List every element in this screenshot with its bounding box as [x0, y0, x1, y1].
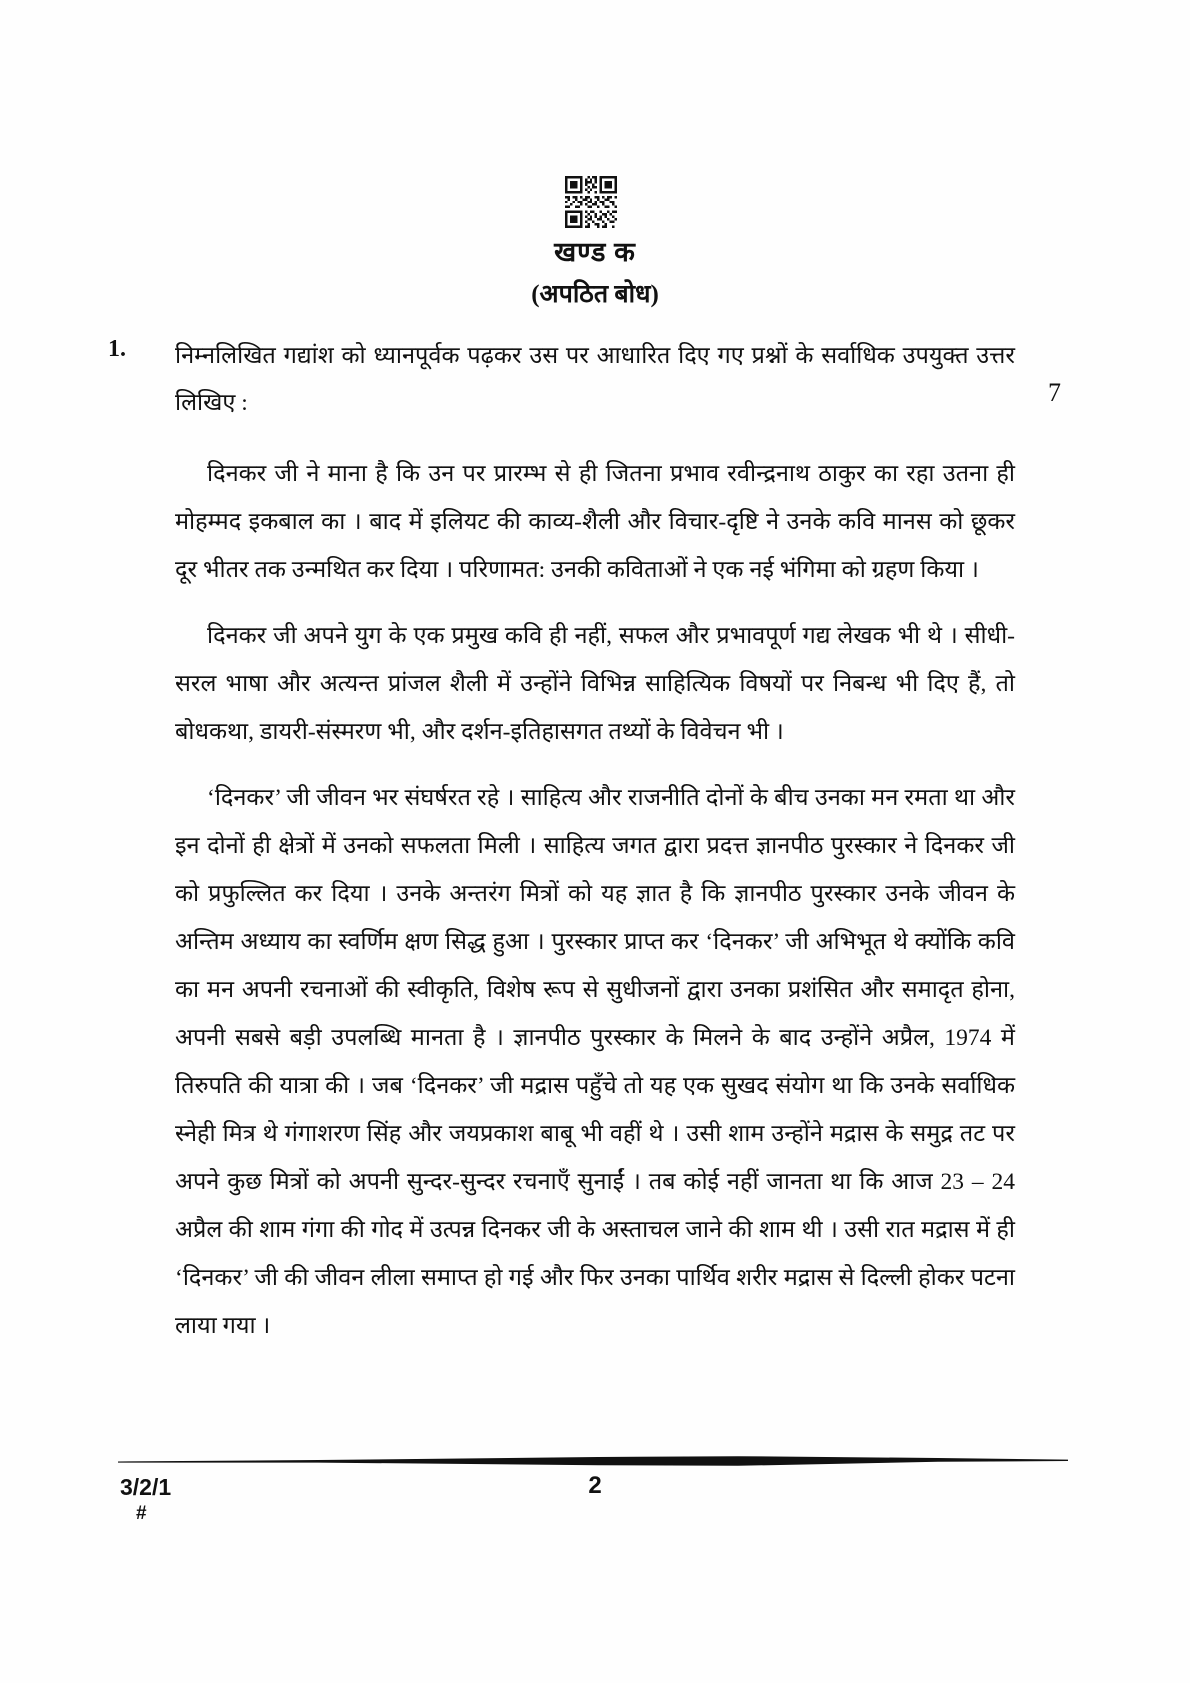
question-number: 1.: [108, 336, 126, 362]
page-number: 2: [588, 1472, 602, 1499]
passage-paragraph-2: दिनकर जी अपने युग के एक प्रमुख कवि ही नहीं, सफल और प्रभावपूर्ण गद्य लेखक भी थे । सीधी-सरल भाषा और अत्यन्त प्रांजल शैली में उन्होंने विभिन्न साहित्यिक विषयों पर निबन्ध भी दिए हैं, तो बोधकथा, डायरी-संस्मरण भी, और दर्शन-इतिहासगत तथ्यों के विवेचन भी ।: [175, 623, 1015, 745]
passage: [175, 450, 1015, 1350]
section-heading: खण्ड क: [554, 237, 636, 267]
question-marks: 7: [1048, 378, 1061, 407]
passage-paragraph-1: दिनकर जी ने माना है कि उन पर प्रारम्भ से ही जितना प्रभाव रवीन्द्रनाथ ठाकुर का रहा उतना ही मोहम्मद इकबाल का । बाद में इलियट की काव्य-शैली और विचार-दृष्टि ने उनके कवि मानस को छूकर दूर भीतर तक उन्मथित कर दिया । परिणामत: उनकी कविताओं ने एक नई भंगिमा को ग्रहण किया ।: [175, 461, 1015, 583]
qr-code-icon: [565, 176, 617, 228]
question-instruction: निम्नलिखित गद्यांश को ध्यानपूर्वक पढ़कर उस पर आधारित दिए गए प्रश्नों के सर्वाधिक उपयुक्त उत्तर लिखिए :: [175, 343, 1015, 416]
passage-paragraph-3: ‘दिनकर’ जी जीवन भर संघर्षरत रहे । साहित्य और राजनीति दोनों के बीच उनका मन रमता था और इन दोनों ही क्षेत्रों में उनको सफलता मिली । साहित्य जगत द्वारा प्रदत्त ज्ञानपीठ पुरस्कार ने दिनकर जी को प्रफुल्लित कर दिया । उनके अन्तरंग मित्रों को यह ज्ञात है कि ज्ञानपीठ पुरस्कार उनके जीवन के अन्तिम अध्याय का स्वर्णिम क्षण सिद्ध हुआ । पुरस्कार प्राप्त कर ‘दिनकर’ जी अभिभूत थे क्योंकि कवि का मन अपनी रचनाओं की स्वीकृति, विशेष रूप से सुधीजनों द्वारा उनका प्रशंसित और समादृत होना, अपनी सबसे बड़ी उपलब्धि मानता है । ज्ञानपीठ पुरस्कार के मिलने के बाद उन्होंने अप्रैल, 1974 में तिरुपति की यात्रा की । जब ‘दिनकर’ जी मद्रास पहुँचे तो यह एक सुखद संयोग था कि उनके सर्वाधिक स्नेही मित्र थे गंगाशरण सिंह और जयप्रकाश बाबू भी वहीं थे । उसी शाम उन्होंने मद्रास के समुद्र तट पर अपने कुछ मित्रों को अपनी सुन्दर-सुन्दर रचनाएँ सुनाईं । तब कोई नहीं जानता था कि आज 23 – 24 अप्रैल की शाम गंगा की गोद में उत्पन्न दिनकर जी के अस्ताचल जाने की शाम थी । उसी रात मद्रास में ही ‘दिनकर’ जी की जीवन लीला समाप्त हो गई और फिर उनका पार्थिव शरीर मद्रास से दिल्ली होकर पटना लाया गया ।: [175, 785, 1015, 1339]
section-subheading: (अपठित बोध): [531, 281, 659, 308]
hash-mark: #: [136, 1503, 147, 1524]
footer-divider: [118, 1452, 1068, 1470]
paper-code: 3/2/1: [120, 1474, 172, 1500]
